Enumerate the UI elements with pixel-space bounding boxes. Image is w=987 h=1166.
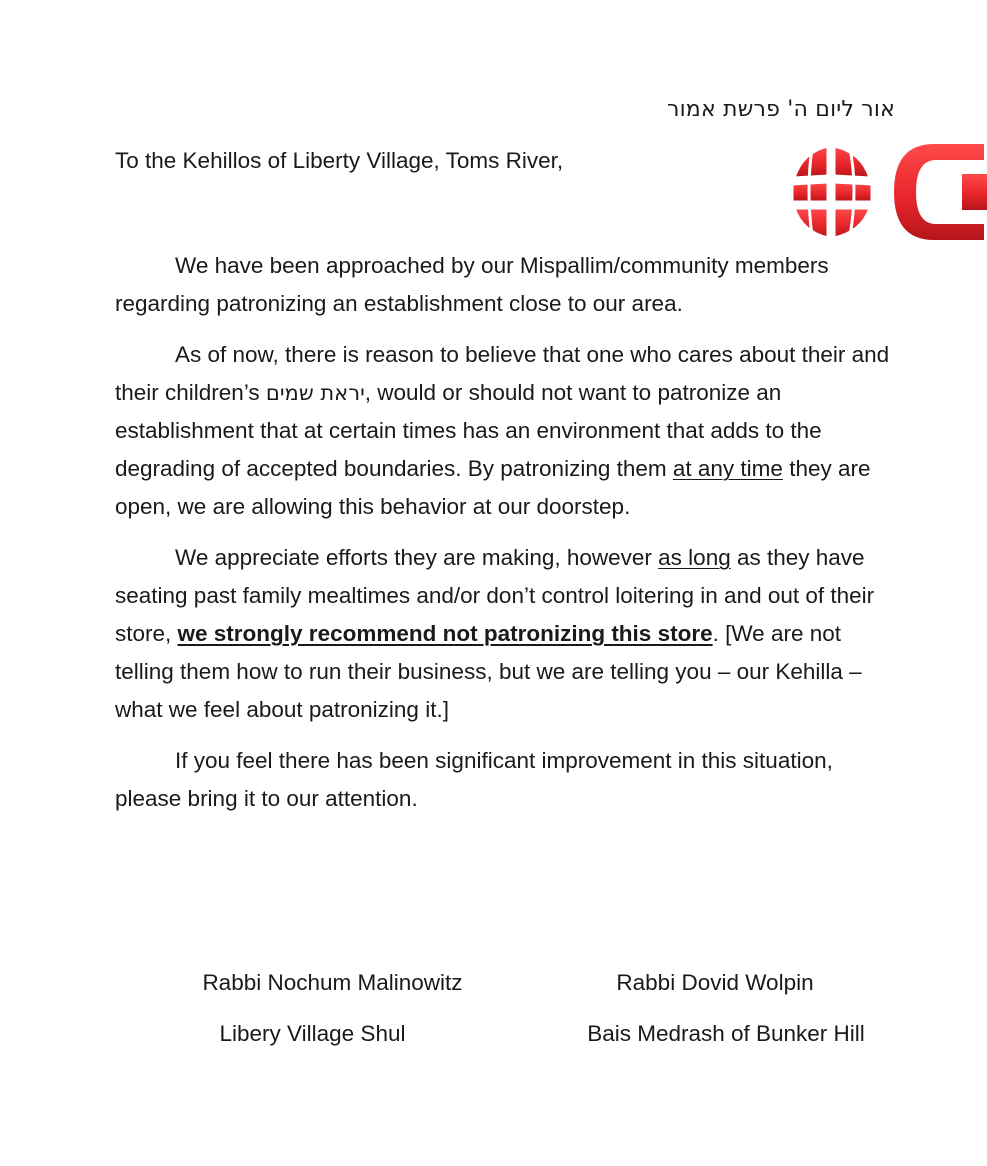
signature-name: Rabbi Dovid Wolpin [616, 970, 814, 995]
paragraph-2 [115, 336, 901, 526]
paragraph-3-part1: We appreciate efforts they are making, however [175, 545, 659, 570]
paragraph-4 [115, 742, 901, 818]
paragraph-2-part2: , would or should not want to patronize an establishment that at certain times has an environment that adds to the degrading of accepted boundaries. By patronizing them [115, 380, 822, 481]
paragraph-3-part3: . [We are not telling them how to run their business, but we are telling you – our Kehilla – what we feel about patronizing it.] [115, 621, 862, 722]
hebrew-date: אור ליום ה' פרשת אמור [667, 97, 895, 122]
paragraph-3-bold-underlined: we strongly recommend not patronizing this store [177, 621, 713, 646]
paragraph-4-text: If you feel there has been significant improvement in this situation, please bring it to our attention. [115, 748, 833, 811]
paragraph-3 [115, 539, 901, 729]
signature-shul: Libery Village Shul [219, 1021, 406, 1046]
salutation: To the Kehillos of Liberty Village, Toms River, [115, 148, 564, 173]
signature-shul: Bais Medrash of Bunker Hill [587, 1021, 865, 1046]
paragraph-1-text: We have been approached by our Mispallim/community members regarding patronizing an establishment close to our area. [115, 253, 829, 316]
paragraph-1 [115, 247, 901, 323]
paragraph-2-part1: As of now, there is reason to believe that one who cares about their and their children’s [115, 342, 890, 405]
paragraph-2-hebrew: יראת שמים [265, 381, 365, 405]
paragraph-2-underlined: at any time [672, 456, 783, 481]
paragraph-2-part3: they are open, we are allowing this behavior at our doorstep. [115, 456, 871, 519]
paragraph-3-part2: as they have seating past family mealtimes and/or don’t control loitering in and out of their store, [115, 545, 875, 646]
globe-logo-icon [784, 140, 987, 245]
signature-name: Rabbi Nochum Malinowitz [202, 970, 463, 995]
letter-body [115, 247, 901, 831]
paragraph-3-underlined: as long [658, 545, 731, 570]
